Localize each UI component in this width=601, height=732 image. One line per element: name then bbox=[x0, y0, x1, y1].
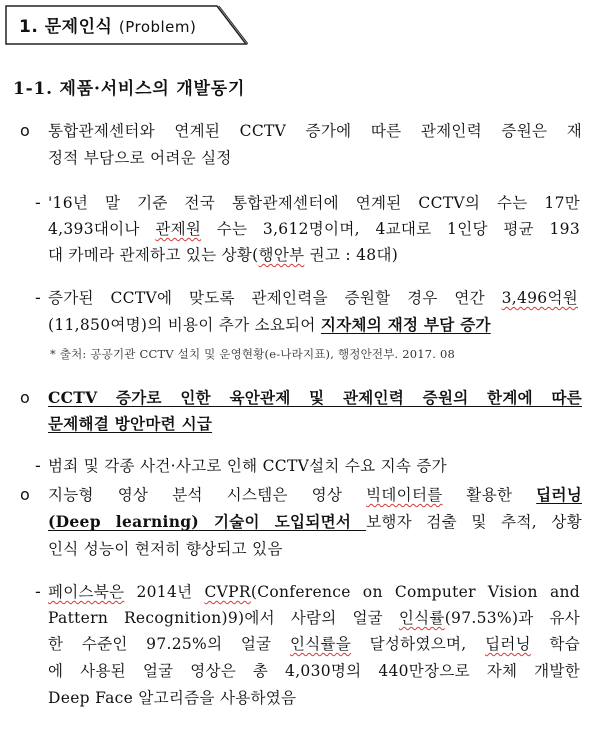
d4-line-3-d: 딥러닝 bbox=[485, 635, 531, 653]
b3-line-1-a: 지능형 영상 분석 시스템은 영상 bbox=[48, 486, 367, 504]
b3-line-1-b: 빅데이터를 bbox=[366, 486, 443, 504]
d1-line-2-c: 수는 3,612명이며, 4교대로 1인당 평균 193 bbox=[201, 220, 581, 238]
d1-line-3 bbox=[48, 245, 398, 265]
d4-line-2-a: Pattern Recognition)9)에서 사람의 얼굴 bbox=[48, 609, 399, 627]
d4-line-2-c: (97.53%)과 유사 bbox=[444, 609, 580, 627]
b3-line-2-a: (Deep learning) 기술이 도입되면서 bbox=[48, 512, 367, 531]
d4-line-1-b: 2014년 bbox=[124, 583, 205, 601]
b3-line-2-b: 보행자 검출 및 추적, 상황 bbox=[366, 513, 582, 531]
b3-line-2 bbox=[48, 512, 582, 532]
d1-line-1: '16년 말 기준 전국 통합관제센터에 연계된 CCTV의 수는 17만 bbox=[48, 194, 580, 212]
bullet-marker: ο bbox=[20, 485, 30, 504]
d3-line-1: 범죄 및 각종 사건·사고로 인해 CCTV설치 수요 지속 증가 bbox=[48, 457, 447, 475]
d1-line-3-c: 권고 : 48대) bbox=[304, 246, 399, 264]
dash-marker: - bbox=[35, 582, 41, 601]
d1-line-2-a: 4,393대이나 bbox=[48, 220, 156, 238]
section-subtitle: (Problem) bbox=[118, 18, 197, 36]
d4-line-1-c: CVPR bbox=[204, 583, 251, 601]
d4-line-3-c: 달성하였으며, bbox=[351, 635, 486, 653]
d1-line-3-b: 행안부 bbox=[258, 246, 305, 264]
d1-line-2 bbox=[48, 219, 580, 239]
b2-line-1: CCTV 증가로 인한 육안관제 및 관제인력 증원의 한계에 따른 bbox=[48, 388, 582, 407]
b1-line-2: 정적 부담으로 어려운 실정 bbox=[48, 149, 232, 167]
d2-line-1-b: 3,496억원 bbox=[501, 289, 578, 307]
section-number: 1. bbox=[19, 17, 39, 37]
d2-line-2 bbox=[48, 315, 491, 335]
source-note: * 출처: 공공기관 CCTV 설치 및 운영현황(e-나라지표), 행정안전부. 2017. 08 bbox=[50, 347, 456, 361]
d1-line-2-b: 관제원 bbox=[155, 220, 202, 238]
d2-line-1-a: 증가된 CCTV에 맞도록 관제인력을 증원할 경우 연간 bbox=[48, 289, 502, 307]
b3-line-1-c: 활용한 bbox=[442, 486, 537, 504]
d4-line-2-b: 인식률 bbox=[398, 609, 445, 627]
d2-line-2-b: 지자체의 재정 부담 증가 bbox=[320, 315, 491, 334]
d4-line-2 bbox=[48, 608, 580, 628]
d2-line-1 bbox=[48, 288, 578, 308]
d4-line-3-b: 인식률을 bbox=[290, 635, 352, 653]
bullet-marker: ο bbox=[20, 388, 30, 407]
subheading: 1-1. 제품·서비스의 개발동기 bbox=[13, 79, 246, 99]
d4-line-1-d: (Conference on Computer Vision and bbox=[250, 583, 580, 601]
d4-line-5: Deep Face 알고리즘을 사용하였음 bbox=[48, 689, 297, 707]
d4-line-1 bbox=[48, 582, 580, 602]
b3-line-3: 인식 성능이 현저히 향상되고 있음 bbox=[48, 540, 283, 558]
bullet-marker: ο bbox=[20, 121, 30, 140]
dash-marker: - bbox=[35, 193, 41, 212]
b3-line-1 bbox=[48, 485, 582, 505]
d4-line-3 bbox=[48, 634, 580, 654]
b3-line-1-d: 딥러닝 bbox=[536, 485, 582, 504]
d4-line-3-a: 한 수준인 97.25%의 얼굴 bbox=[48, 635, 290, 653]
dash-marker: - bbox=[35, 288, 41, 307]
section-title-text: 문제인식 bbox=[44, 17, 113, 37]
d1-line-3-a: 대 카메라 관제하고 있는 상황( bbox=[48, 246, 259, 264]
section-banner bbox=[5, 5, 248, 45]
d4-line-3-e: 학습 bbox=[530, 635, 580, 653]
d4-line-4: 에 사용된 얼굴 영상은 총 4,030명의 440만장으로 자체 개발한 bbox=[48, 662, 580, 680]
dash-marker: - bbox=[35, 456, 41, 475]
section-title bbox=[19, 12, 196, 37]
b1-line-1: 통합관제센터와 연계된 CCTV 증가에 따른 관제인력 증원은 재 bbox=[48, 122, 582, 140]
d4-line-1-a: 페이스북은 bbox=[48, 583, 125, 601]
b2-line-2: 문제해결 방안마련 시급 bbox=[48, 414, 213, 433]
d2-line-2-a: (11,850여명)의 비용이 추가 소요되어 bbox=[48, 316, 321, 334]
